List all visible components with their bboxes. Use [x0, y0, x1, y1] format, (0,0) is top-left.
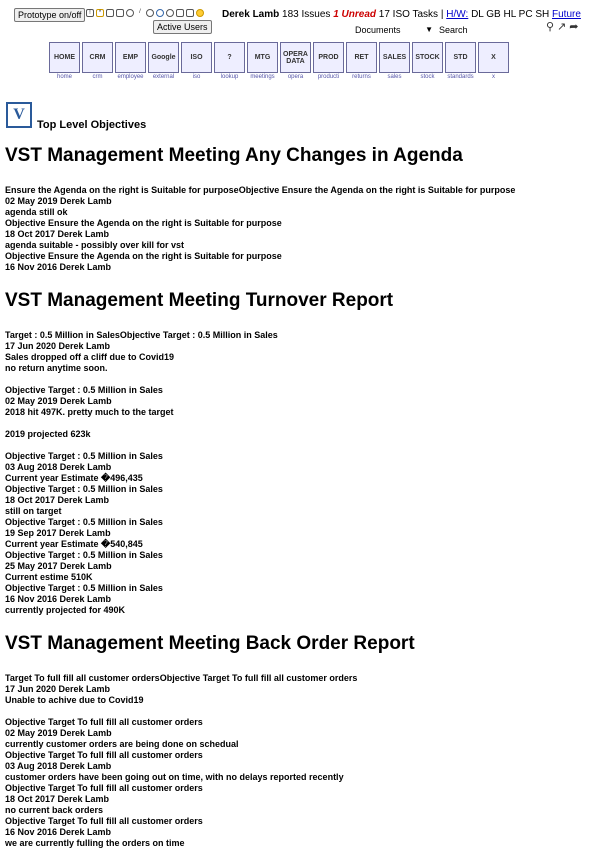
pen-icon[interactable]: /	[139, 9, 141, 15]
section-heading: VST Management Meeting Any Changes in Agenda	[5, 145, 463, 166]
status-line	[222, 9, 581, 20]
refresh-icon[interactable]	[126, 9, 134, 17]
top-toolbar	[0, 4, 595, 22]
objective-line: Objective Target : 0.5 Million in Sales	[5, 484, 163, 494]
objective-line: 16 Nov 2016 Derek Lamb	[5, 262, 112, 272]
section-spacer	[5, 273, 590, 289]
chevron-down-icon: ▼	[425, 25, 433, 34]
objective-line: Objective Target : 0.5 Million in Sales	[5, 550, 163, 560]
cabinet-icon: CRM	[82, 42, 113, 73]
objective-line: 03 Aug 2018 Derek Lamb	[5, 761, 112, 771]
nav-item-label: sales	[387, 74, 402, 80]
nav-item-label: employee	[117, 74, 144, 80]
nav-item-label: crm	[92, 74, 103, 80]
objective-line: Objective Ensure the Agenda on the right is Suitable for purpose	[5, 218, 282, 228]
iso-tasks-link[interactable]: ISO Tasks	[392, 9, 439, 20]
alert-icon[interactable]: !	[86, 9, 94, 17]
objective-line: no return anytime soon.	[5, 363, 108, 373]
objectives-content	[5, 144, 590, 849]
objective-line: Unable to achive due to Covid19	[5, 695, 144, 705]
smile-icon[interactable]	[196, 9, 204, 17]
nav-item-label: standards	[447, 74, 474, 80]
nav-item-label: external	[152, 74, 175, 80]
nav-item-x[interactable]	[478, 42, 509, 81]
book-icon: STD	[445, 42, 476, 73]
objective-line: Sales dropped off a cliff due to Covid19	[5, 352, 175, 362]
nav-item-standards[interactable]	[445, 42, 476, 81]
objective-line: Objective Ensure the Agenda on the right is Suitable for purpose	[5, 251, 282, 261]
blank-line	[5, 440, 590, 451]
objective-line: currently projected for 490K	[5, 605, 126, 615]
separator: |	[440, 9, 444, 20]
objective-line: agenda still ok	[5, 207, 68, 217]
nav-item-label: home	[56, 74, 72, 80]
nav-item-label: x	[492, 74, 495, 80]
globe-icon[interactable]	[156, 9, 164, 17]
nav-item-label: stock	[420, 74, 435, 80]
objective-line: Objective Target : 0.5 Million in Sales	[5, 451, 163, 461]
objective-line: 19 Sep 2017 Derek Lamb	[5, 528, 111, 538]
nav-item-home[interactable]	[49, 42, 80, 81]
objective-line: 02 May 2019 Derek Lamb	[5, 396, 112, 406]
objective-line: 02 May 2019 Derek Lamb	[5, 728, 112, 738]
objective-line: 03 Aug 2018 Derek Lamb	[5, 462, 112, 472]
user-name[interactable]: Derek Lamb	[222, 9, 280, 20]
objective-line: Target To full fill all customer ordersObjective Target To full fill all customer orders	[5, 673, 358, 683]
gears-icon: PROD	[313, 42, 344, 73]
objective-line: Objective Target : 0.5 Million in Sales	[5, 517, 163, 527]
google-icon: Google	[148, 42, 179, 73]
objective-line: Current year Estimate �496,435	[5, 473, 143, 483]
objective-line: 18 Oct 2017 Derek Lamb	[5, 229, 110, 239]
objective-line: 18 Oct 2017 Derek Lamb	[5, 495, 110, 505]
house-icon: HOME	[49, 42, 80, 73]
nav-item-sales[interactable]	[379, 42, 410, 81]
objective-line: Current estime 510K	[5, 572, 93, 582]
prototype-toggle-button[interactable]: Prototype on/off	[14, 8, 85, 22]
vst-logo: V	[6, 102, 32, 128]
future-link[interactable]: Future	[552, 9, 581, 20]
save-icon[interactable]	[176, 9, 184, 17]
opera-icon: OPERA DATA	[280, 42, 311, 73]
objective-line: 16 Nov 2016 Derek Lamb	[5, 827, 112, 837]
iso-icon: ISO	[181, 42, 212, 73]
page-title: Top Level Objectives	[37, 119, 147, 131]
issues-link[interactable]: Issues	[301, 9, 331, 20]
active-users-button[interactable]: Active Users	[153, 20, 212, 34]
star-icon[interactable]: *	[96, 9, 104, 17]
nav-item-label: iso	[192, 74, 201, 80]
objective-line: 17 Jun 2020 Derek Lamb	[5, 341, 111, 351]
nav-item-lookup[interactable]	[214, 42, 245, 81]
objective-line: Objective Target To full fill all customer orders	[5, 783, 203, 793]
objective-line: Ensure the Agenda on the right is Suitable for purposeObjective Ensure the Agenda on the right is Suitable for purpose	[5, 185, 516, 195]
objective-line: Objective Target To full fill all customer orders	[5, 750, 203, 760]
iso-count: 17	[378, 9, 390, 20]
objective-line: customer orders have been going out on time, with no delays reported recently	[5, 772, 344, 782]
objective-line: 18 Oct 2017 Derek Lamb	[5, 794, 110, 804]
documents-select-value: Documents	[355, 25, 401, 35]
mail-icon[interactable]	[116, 9, 124, 17]
nav-item-label: meetings	[250, 74, 275, 80]
sales-chart-icon: SALES	[379, 42, 410, 73]
objective-line: 16 Nov 2016 Derek Lamb	[5, 594, 112, 604]
nav-item-producti[interactable]	[313, 42, 344, 81]
section-heading: VST Management Meeting Back Order Report	[5, 633, 415, 654]
nav-item-employee[interactable]	[115, 42, 146, 81]
hw-link[interactable]: H/W:	[446, 9, 469, 20]
objective-line: no current back orders	[5, 805, 104, 815]
nav-item-external[interactable]	[148, 42, 179, 81]
nav-item-label: producti	[317, 74, 340, 80]
objective-line: 2019 projected 623k	[5, 429, 91, 439]
objective-line: Objective Target To full fill all customer orders	[5, 717, 203, 727]
drive-icon[interactable]	[106, 9, 114, 17]
notepad-icon: MTG	[247, 42, 278, 73]
magnifier-icon[interactable]: ⚲	[546, 21, 555, 33]
search-label[interactable]: Search	[439, 25, 468, 35]
x-icon: X	[478, 42, 509, 73]
objective-line: agenda suitable - possibly over kill for vst	[5, 240, 185, 250]
documents-select[interactable]	[355, 24, 433, 36]
section-spacer	[5, 616, 590, 632]
objective-line: currently customer orders are being done on schedual	[5, 739, 239, 749]
external-link-icon[interactable]: ↗	[557, 21, 567, 33]
objective-line: we are currently fulling the orders on time	[5, 838, 185, 848]
issues-count: 183	[282, 9, 299, 20]
objective-line: Target : 0.5 Million in SalesObjective Target : 0.5 Million in Sales	[5, 330, 278, 340]
window-tools	[546, 20, 579, 33]
search-icon[interactable]	[146, 9, 154, 17]
section-heading: VST Management Meeting Turnover Report	[5, 290, 394, 311]
unread-count: 1	[333, 9, 339, 20]
blank-line	[5, 418, 590, 429]
nav-item-label: opera	[287, 74, 304, 80]
nav-item-meetings[interactable]	[247, 42, 278, 81]
file-icon[interactable]	[186, 9, 194, 17]
objective-line: 25 May 2017 Derek Lamb	[5, 561, 112, 571]
objective-line: Objective Target : 0.5 Million in Sales	[5, 385, 163, 395]
objective-line: Current year Estimate �540,845	[5, 539, 143, 549]
nav-item-crm[interactable]	[82, 42, 113, 81]
hw-codes[interactable]: DL GB HL PC SH	[471, 9, 550, 20]
nav-item-label: lookup	[220, 74, 239, 80]
objective-line: still on target	[5, 506, 62, 516]
objective-line: 17 Jun 2020 Derek Lamb	[5, 684, 111, 694]
main-nav	[49, 42, 509, 81]
nav-item-stock[interactable]	[412, 42, 443, 81]
settings-icon[interactable]	[166, 9, 174, 17]
returns-icon: RET	[346, 42, 377, 73]
stock-box-icon: STOCK	[412, 42, 443, 73]
share-icon[interactable]: ➦	[569, 21, 579, 33]
unread-link[interactable]: Unread	[341, 9, 376, 20]
blank-line	[5, 706, 590, 717]
nav-item-iso[interactable]	[181, 42, 212, 81]
objective-line: 02 May 2019 Derek Lamb	[5, 196, 112, 206]
objective-line: Objective Target : 0.5 Million in Sales	[5, 583, 163, 593]
blank-line	[5, 374, 590, 385]
magnifier-icon: ?	[214, 42, 245, 73]
objective-line: Objective Target To full fill all customer orders	[5, 816, 203, 826]
people-icon: EMP	[115, 42, 146, 73]
nav-item-label: returns	[352, 74, 371, 80]
objective-line: 2018 hit 497K. pretty much to the target	[5, 407, 174, 417]
nav-item-opera[interactable]	[280, 42, 311, 81]
nav-item-returns[interactable]	[346, 42, 377, 81]
